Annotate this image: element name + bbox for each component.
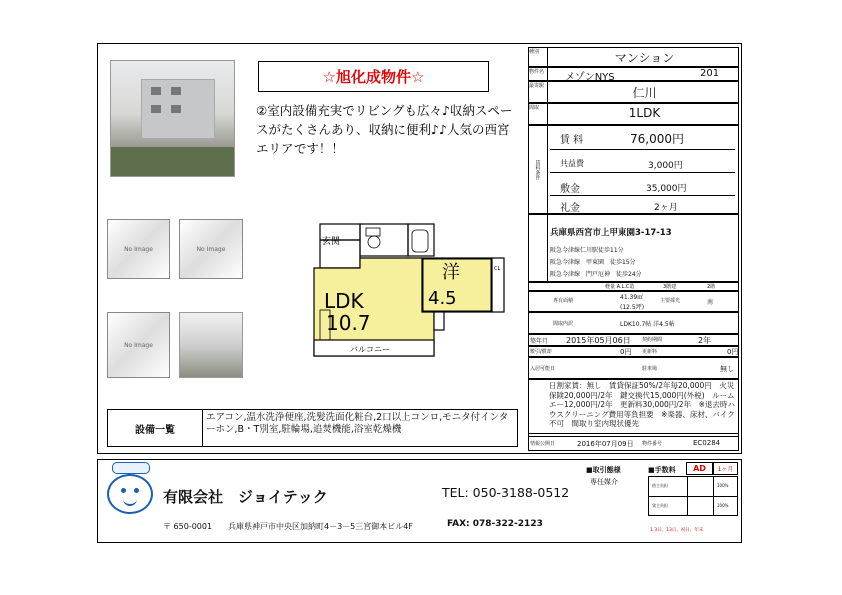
title-banner xyxy=(258,61,489,92)
floor-plan xyxy=(262,220,512,370)
deposit-label: 敷金 xyxy=(560,184,580,195)
fee-pct-1: 100% xyxy=(717,483,729,488)
ldk-size: 10.7 xyxy=(326,311,371,335)
closet-label: CL xyxy=(494,266,501,272)
renewal-fee-label: 更新料 xyxy=(642,349,658,355)
no-image-label-1: No Image xyxy=(124,245,153,253)
address-label-col xyxy=(528,214,548,282)
fee-title: ■手数料 xyxy=(648,466,676,474)
renewal-fee-value: 0円 xyxy=(727,348,739,356)
rent-label: 賃 料 xyxy=(560,135,584,146)
no-image-label-2: No Image xyxy=(196,245,226,253)
fee-pct-2: 100% xyxy=(717,503,729,508)
ldk-label: LDK xyxy=(324,289,364,313)
no-image-label-3: No Image xyxy=(124,341,153,349)
equipment-label: 設備一覧 xyxy=(108,410,203,446)
fee-underline xyxy=(550,172,735,173)
western-label: 洋 xyxy=(442,262,460,283)
company-fax: FAX: 078-322-2123 xyxy=(447,519,543,529)
date-value: 2016年07月09日 xyxy=(577,440,634,448)
repair-label: 敷引/償却 xyxy=(530,349,552,355)
floors-value: 3階建 xyxy=(663,284,677,290)
transaction-value: 専任媒介 xyxy=(590,478,618,486)
built-value: 2015年05月06日 xyxy=(566,336,631,345)
banner-title: ☆旭化成物件☆ xyxy=(322,68,425,86)
area-value-1: 41.39㎡ xyxy=(620,294,644,301)
ad-label: AD xyxy=(693,464,706,473)
rent-value: 76,000円 xyxy=(630,132,684,146)
ad-box xyxy=(686,462,713,475)
access-3: 阪急今津線 門戸厄神 徒歩24分 xyxy=(550,271,642,278)
mascot-logo xyxy=(101,462,159,522)
building-exterior-photo xyxy=(110,60,235,177)
fee-row-1: 借主負担 xyxy=(652,483,668,488)
deposit-underline xyxy=(550,195,735,196)
structure-value: 軽量 A.L.C造 xyxy=(605,284,635,290)
contract-value: 2年 xyxy=(698,336,712,345)
move-in-row xyxy=(528,357,739,379)
no-image-photo-1 xyxy=(107,219,170,279)
company-name: 有限会社 ジョイテック xyxy=(163,488,328,506)
room-number: 201 xyxy=(700,68,720,79)
company-postal: 〒 650-0001 xyxy=(163,522,213,531)
company-address: 兵庫県神戸市中央区加納町4－3－5三宮御本ビル4F xyxy=(228,522,413,531)
station-label: 最寄駅 xyxy=(528,81,548,103)
no-image-photo-2 xyxy=(179,219,243,279)
name-value: メゾンNYS xyxy=(565,72,615,83)
conditions-label: 賃料条件 xyxy=(528,125,548,214)
floor-value: 2階 xyxy=(707,284,716,290)
fee-value: 3,000円 xyxy=(648,161,683,171)
month-label: 1ヶ月 xyxy=(717,466,734,473)
direction-value: 南 xyxy=(707,299,714,306)
area-value-2: (12.5坪) xyxy=(620,304,645,311)
holiday-note: 1.3日、13日、祝日、年末 xyxy=(650,528,704,533)
built-label: 築年月 xyxy=(530,338,549,345)
fee-label: 共益費 xyxy=(560,159,584,168)
fee-row-2: 貸主負担 xyxy=(652,503,668,508)
date-label: 情報公開日 xyxy=(530,441,556,447)
entrance-label: 玄関 xyxy=(322,237,341,247)
name-label: 物件名 xyxy=(528,67,548,81)
key-money-label: 礼金 xyxy=(560,203,580,214)
key-money-value: 2ヶ月 xyxy=(654,203,678,213)
direction-label: 主要採光 xyxy=(660,298,681,304)
deposit-value: 35,000円 xyxy=(646,184,687,194)
breakdown-label: 間取内訳 xyxy=(553,321,574,327)
transaction-label: ■取引態様 xyxy=(586,466,621,474)
company-tel: TEL: 050-3188-0512 xyxy=(442,485,570,500)
access-2: 阪急今津線 甲東園 徒歩15分 xyxy=(550,259,636,266)
layout-value: 1LDK xyxy=(628,106,661,120)
parking-label: 駐車場 xyxy=(642,366,658,372)
code-value: EC0284 xyxy=(693,439,721,447)
repair-value: 0円 xyxy=(620,348,632,356)
repair-row xyxy=(528,346,739,357)
description-text: ②室内設備充実でリビングも広々♪収納スペースがたくさんあり、収納に便利♪♪人気の西宮エリアです！！ xyxy=(256,103,513,156)
area-label: 専有面積 xyxy=(553,298,574,304)
contract-label: 契約期間 xyxy=(642,337,663,343)
type-value: マンション xyxy=(614,51,675,65)
code-label: 物件番号 xyxy=(642,441,663,447)
rent-underline xyxy=(550,149,735,150)
no-image-photo-3 xyxy=(107,312,170,378)
layout-label: 間取 xyxy=(528,103,548,125)
type-label: 種別 xyxy=(528,47,548,67)
exterior-thumbnail-photo xyxy=(179,312,243,378)
fee-grid xyxy=(648,476,738,516)
balcony-label: バルコニー xyxy=(350,345,390,354)
station-value: 仁川 xyxy=(632,86,657,100)
equipment-box xyxy=(107,409,518,447)
mascot-badge xyxy=(112,462,150,474)
notes-text: 日割家賃：無し 賃貸保証50%/2年毎20,000円 火災保険20,000円/2年 鍵交換代15,000円(外税) ルームエー12,000円/2年 更新料30,000円/2年 ※退去時ハウスクリーニング費用等負担要 ※楽器、床材、バイク不可 間取り室内現状優先 xyxy=(549,381,735,428)
equipment-text: エアコン,温水洗浄便座,洗髪洗面化粧台,2口以上コンロ,モニタ付インターホン,B・T別室,駐輪場,追焚機能,浴室乾燥機 xyxy=(206,412,509,435)
address-value: 兵庫県西宮市上甲東園3-17-13 xyxy=(550,228,672,238)
western-size: 4.5 xyxy=(428,288,457,309)
move-in-label: 入居可能日 xyxy=(530,366,556,372)
parking-value: 無し xyxy=(720,365,734,373)
mascot-face xyxy=(107,474,153,514)
breakdown-value: LDK10.7帖 洋4.5帖 xyxy=(620,321,675,328)
access-1: 阪急今津線仁川駅徒歩11分 xyxy=(550,247,624,254)
month-box xyxy=(713,462,738,475)
